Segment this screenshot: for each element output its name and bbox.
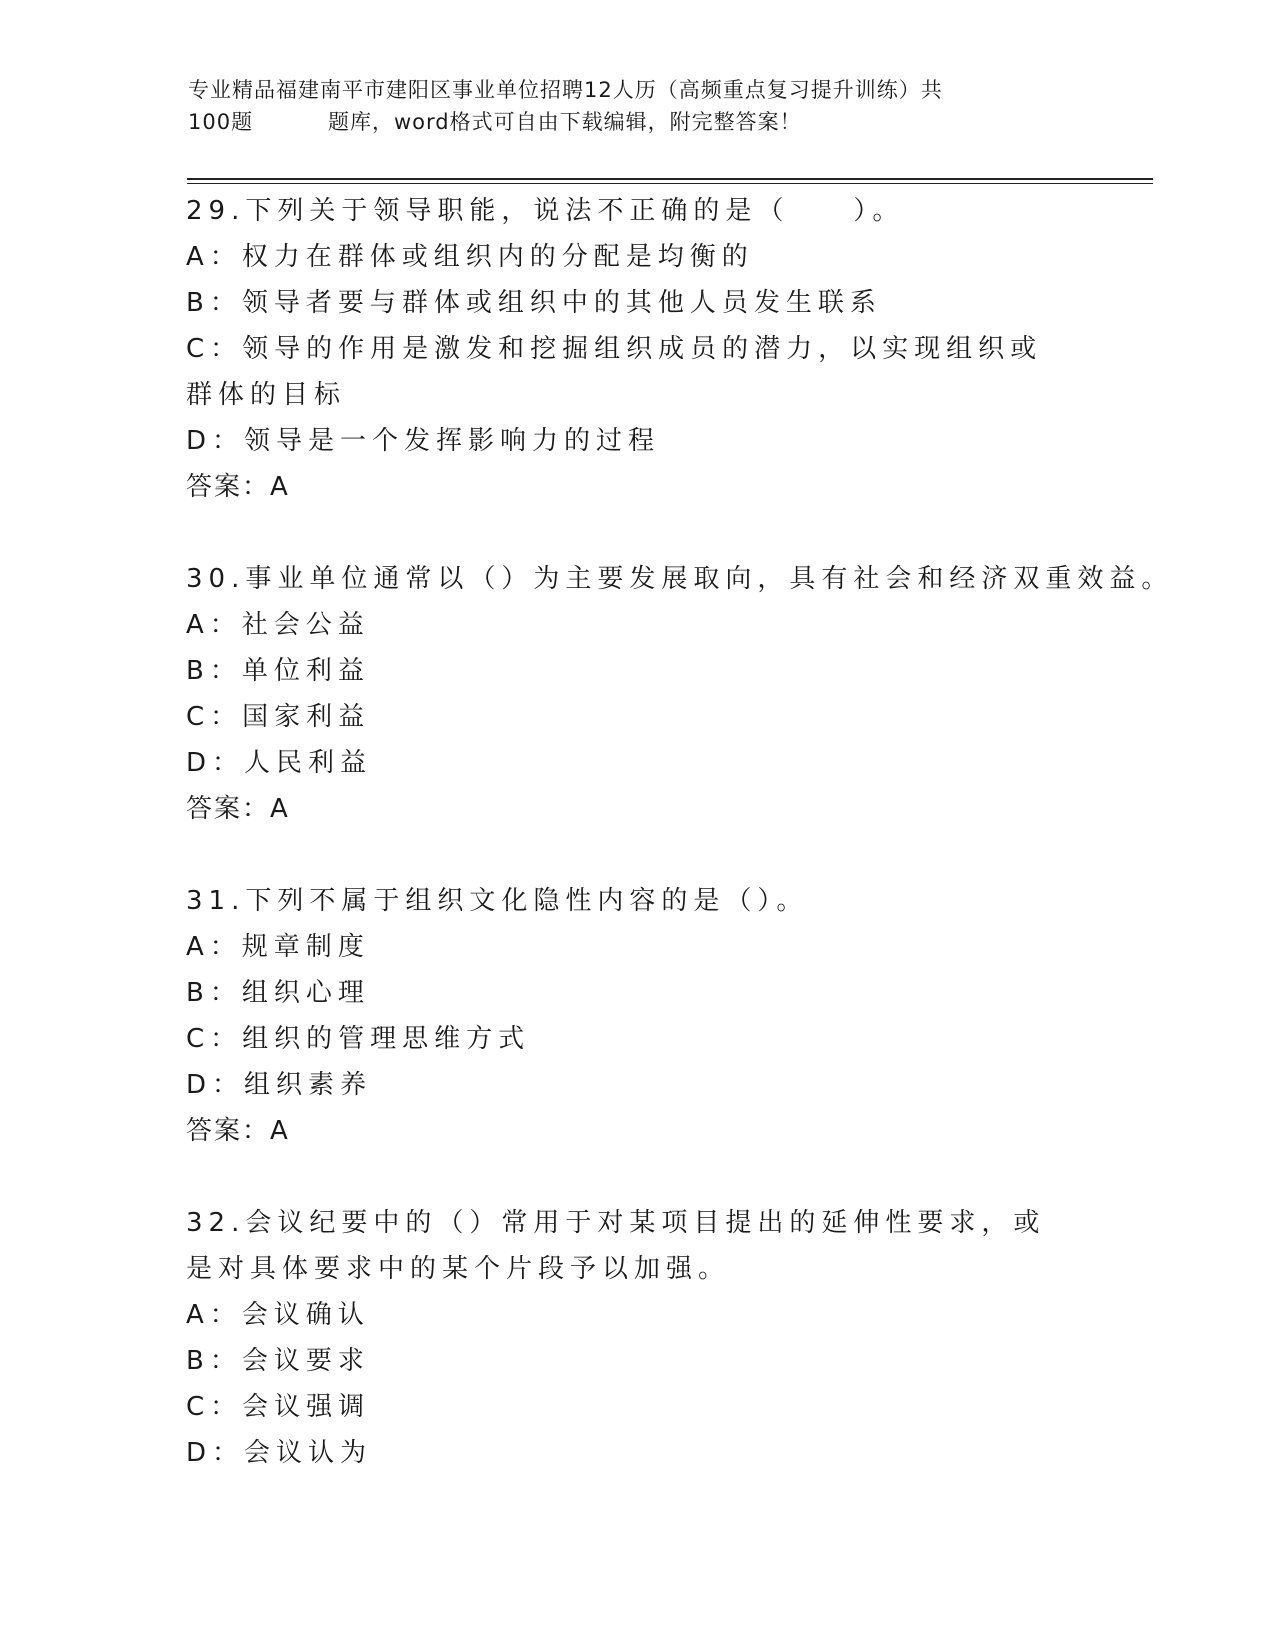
header-question-count: 100题 [188, 110, 254, 134]
question-30 [186, 556, 1174, 832]
option-a: A：规章制度 [186, 932, 370, 962]
option-d: D：组织素养 [186, 1070, 373, 1100]
option-b: B：单位利益 [186, 656, 370, 686]
question-31 [186, 878, 1086, 1154]
option-a: A：会议确认 [186, 1300, 370, 1330]
option-d: D：会议认为 [186, 1438, 373, 1468]
question-stem: 32.会议纪要中的（）常用于对某项目提出的延伸性要求，或是对具体要求中的某个片段予以加强。 [186, 1208, 1046, 1284]
answer: 答案：A [186, 794, 290, 824]
header-divider-thin [187, 183, 1153, 184]
question-stem: 30.事业单位通常以（）为主要发展取向，具有社会和经济双重效益。 [186, 564, 1174, 594]
answer: 答案：A [186, 1116, 290, 1146]
header-description: 题库，word格式可自由下载编辑，附完整答案！ [328, 110, 802, 134]
option-c: C：国家利益 [186, 702, 371, 732]
option-b: B：会议要求 [186, 1346, 370, 1376]
question-stem: 31.下列不属于组织文化隐性内容的是（）。 [186, 886, 809, 916]
header-title-line: 专业精品福建南平市建阳区事业单位招聘12人历（高频重点复习提升训练）共 [188, 78, 943, 102]
option-d: D：人民利益 [186, 748, 373, 778]
question-list [186, 188, 1174, 1522]
header-subtitle-line [188, 106, 1088, 138]
question-29 [186, 188, 1086, 510]
question-stem: 29.下列关于领导职能，说法不正确的是（ ）。 [186, 196, 905, 226]
question-32 [186, 1200, 1086, 1476]
option-c: C：领导的作用是激发和挖掘组织成员的潜力，以实现组织或群体的目标 [186, 334, 1043, 410]
document-header [188, 74, 1088, 138]
option-a: A：社会公益 [186, 610, 370, 640]
option-c: C：组织的管理思维方式 [186, 1024, 531, 1054]
option-a: A：权力在群体或组织内的分配是均衡的 [186, 242, 754, 272]
answer: 答案：A [186, 472, 290, 502]
option-d: D：领导是一个发挥影响力的过程 [186, 426, 661, 456]
option-b: B：领导者要与群体或组织中的其他人员发生联系 [186, 288, 882, 318]
header-divider [187, 178, 1153, 180]
option-b: B：组织心理 [186, 978, 370, 1008]
option-c: C：会议强调 [186, 1392, 371, 1422]
